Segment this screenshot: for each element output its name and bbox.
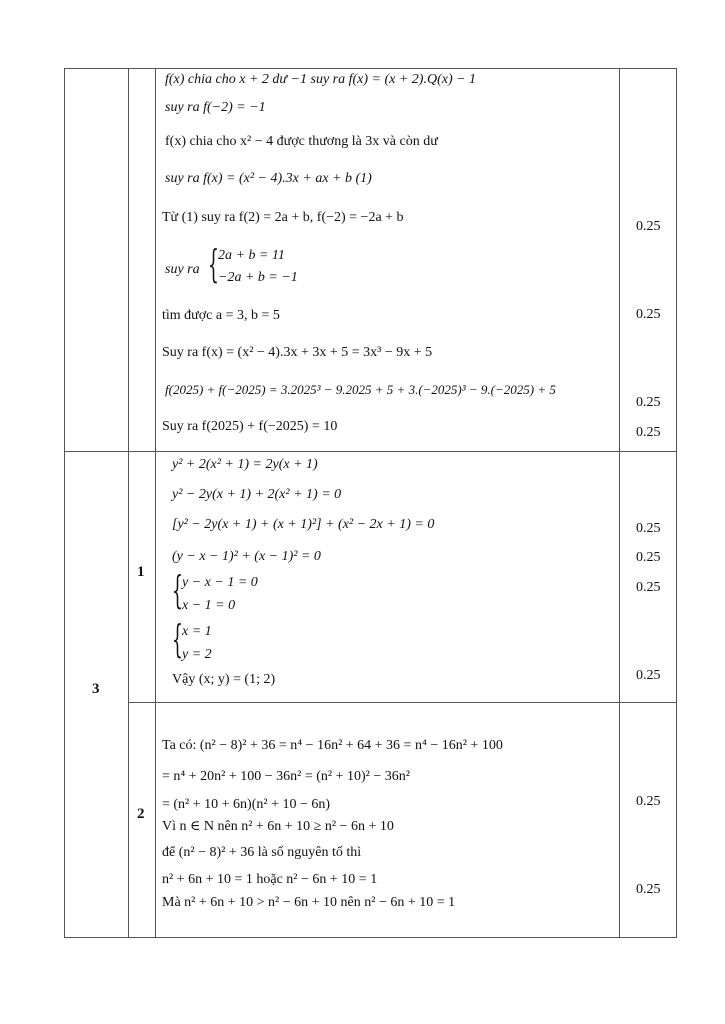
score-value: 0.25 (636, 307, 661, 322)
score-value: 0.25 (636, 882, 661, 897)
solution-line: suy ra f(x) = (x² − 4).3x + ax + b (1) (165, 171, 372, 186)
system-prefix: suy ra (165, 262, 200, 277)
solution-line: suy ra f(−2) = −1 (165, 100, 266, 115)
solution-line: để (n² − 8)² + 36 là số nguyên tố thì (162, 845, 362, 860)
system-equation: 2a + b = 11 (218, 248, 285, 263)
system-equation: −2a + b = −1 (218, 270, 298, 285)
solution-line: [y² − 2y(x + 1) + (x + 1)²] + (x² − 2x + 1) = 0 (172, 517, 435, 532)
solution-line: y² + 2(x² + 1) = 2y(x + 1) (172, 457, 318, 472)
solution-line: Suy ra f(x) = (x² − 4).3x + 3x + 5 = 3x³ − 9x + 5 (162, 345, 433, 360)
system-brace: { (172, 568, 183, 612)
subrow-divider (128, 702, 677, 703)
solution-line: f(2025) + f(−2025) = 3.2025³ − 9.2025 + 5 + 3.(−2025)³ − 9.(−2025) + 5 (165, 382, 556, 397)
col-border-4 (619, 68, 620, 938)
solution-line: f(x) chia cho x + 2 dư −1 suy ra f(x) = (x + 2).Q(x) − 1 (165, 72, 477, 87)
solution-line: = (n² + 10 + 6n)(n² + 10 − 6n) (162, 797, 331, 812)
part-number-1: 1 (137, 564, 145, 580)
score-value: 0.25 (636, 794, 661, 809)
system-equation: x − 1 = 0 (182, 598, 236, 613)
part-number-2: 2 (137, 806, 145, 822)
system-equation: y = 2 (182, 647, 212, 662)
col-border-left (64, 68, 65, 938)
solution-line: (y − x − 1)² + (x − 1)² = 0 (172, 549, 321, 564)
score-value: 0.25 (636, 521, 661, 536)
col-border-2 (128, 68, 129, 938)
score-value: 0.25 (636, 668, 661, 683)
solution-line: Vì n ∈ N nên n² + 6n + 10 ≥ n² − 6n + 10 (162, 819, 394, 834)
score-value: 0.25 (636, 580, 661, 595)
system-equation: y − x − 1 = 0 (182, 575, 258, 590)
solution-line: f(x) chia cho x² − 4 được thương là 3x và còn dư (165, 134, 438, 149)
solution-line: Từ (1) suy ra f(2) = 2a + b, f(−2) = −2a + b (162, 210, 404, 225)
score-value: 0.25 (636, 550, 661, 565)
solution-line: y² − 2y(x + 1) + 2(x² + 1) = 0 (172, 487, 342, 502)
score-value: 0.25 (636, 219, 661, 234)
solution-line: = n⁴ + 20n² + 100 − 36n² = (n² + 10)² − 36n² (162, 769, 410, 784)
system-equation: x = 1 (182, 624, 212, 639)
col-border-right (676, 68, 677, 938)
solution-line: Vậy (x; y) = (1; 2) (172, 672, 276, 687)
question-number: 3 (92, 681, 100, 697)
score-value: 0.25 (636, 395, 661, 410)
solution-line: Suy ra f(2025) + f(−2025) = 10 (162, 419, 338, 434)
solution-line: Ta có: (n² − 8)² + 36 = n⁴ − 16n² + 64 + 36 = n⁴ − 16n² + 100 (162, 738, 503, 753)
system-brace: { (172, 617, 183, 661)
score-value: 0.25 (636, 425, 661, 440)
system-brace: { (208, 242, 219, 286)
solution-line: n² + 6n + 10 = 1 hoặc n² − 6n + 10 = 1 (162, 872, 378, 887)
solution-line: tìm được a = 3, b = 5 (162, 308, 280, 323)
solution-line: Mà n² + 6n + 10 > n² − 6n + 10 nên n² − 6n + 10 = 1 (162, 895, 456, 910)
col-border-3 (155, 68, 156, 938)
